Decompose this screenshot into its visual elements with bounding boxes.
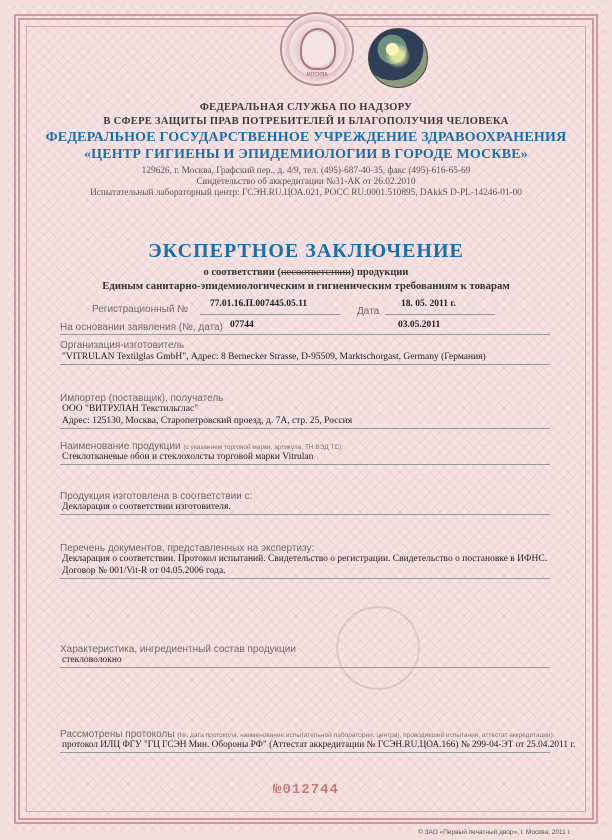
- product-value: Стеклотканевые обои и стеклохолсты торговой марки Vitrulan: [62, 452, 314, 462]
- conformity-value: Декларация о соответствии изготовителя.: [62, 502, 231, 512]
- date-label: Дата: [357, 306, 380, 317]
- accreditation-line: Свидетельство об аккредитации №31-АК от 26.02.2010: [196, 177, 416, 187]
- printer-footer: © ЗАО «Первый печатный двор», г. Москва, 2011 г.: [418, 829, 571, 836]
- header-line2: В СФЕРЕ ЗАЩИТЫ ПРАВ ПОТРЕБИТЕЛЕЙ И БЛАГОПОЛУЧИЯ ЧЕЛОВЕКА: [103, 116, 509, 127]
- documents-label: Перечень документов, представленных на экспертизу:: [60, 543, 315, 554]
- basis-label: На основании заявления (№, дата): [60, 322, 223, 333]
- documents-value: Декларация о соответствии. Протокол испытаний. Свидетельство о регистрации. Свидетельство о постановке в ИФНС. Договор № 001/Vit-R от 04.05.2006 года.: [62, 554, 548, 576]
- composition-value: стекловолокно: [62, 655, 122, 665]
- document-subtitle: о соответствии (несоответствии) продукции: [203, 267, 409, 278]
- conformity-label: Продукция изготовлена в соответствии с:: [60, 491, 253, 502]
- manufacturer-label: Организация-изготовитель: [60, 340, 185, 351]
- org-name-line2: «ЦЕНТР ГИГИЕНЫ И ЭПИДЕМИОЛОГИИ В ГОРОДЕ МОСКВЕ»: [83, 147, 529, 162]
- serial-number: №012744: [273, 782, 339, 798]
- reg-number-label: Регистрационный №: [92, 304, 188, 315]
- protocols-label: Рассмотрены протоколы (№, дата протокола, наименование испытательной лаборатории, центра), проводившей испытания, аттестат аккредитации):: [60, 729, 555, 740]
- composition-label: Характеристика, ингредиентный состав продукции: [60, 644, 296, 655]
- header-line1: ФЕДЕРАЛЬНАЯ СЛУЖБА ПО НАДЗОРУ: [199, 102, 413, 113]
- org-address: 129626, г. Москва, Графский пер., д. 4/9, тел. (495)-687-40-35, факс (495)-616-65-69: [141, 166, 471, 176]
- hologram-icon: [368, 28, 428, 88]
- protocols-value: протокол ИЛЦ ФГУ "ГЦ ГСЭН Мин. Обороны РФ" (Аттестат аккредитации № ГСЭН.RU.ЦОА.166) № 299-04-ЭТ от 25.04.2011 г.: [62, 740, 576, 750]
- product-label: Наименование продукции (с указанием торговой марки, артикула, ТН ВЭД ТС):: [60, 441, 344, 452]
- document-title: ЭКСПЕРТНОЕ ЗАКЛЮЧЕНИЕ: [148, 240, 464, 262]
- basis-number: 07744: [230, 320, 254, 330]
- manufacturer-value: "VITRULAN Textilglas GmbH", Адрес: 8 Bernecker Strasse, D-95509, Marktschorgast, Germany (Германия): [62, 352, 486, 362]
- importer-name: ООО "ВИТРУЛАН Текстильглас": [62, 404, 199, 414]
- reg-number-value: 77.01.16.П.007445.05.11: [210, 299, 308, 309]
- emblem-seal-icon: [280, 12, 354, 86]
- importer-address: Адрес: 125130, Москва, Старопетровский проезд, д. 7А, стр. 25, Россия: [62, 416, 353, 426]
- org-name-line1: ФЕДЕРАЛЬНОЕ ГОСУДАРСТВЕННОЕ УЧРЕЖДЕНИЕ ЗДРАВООХРАНЕНИЯ: [45, 130, 567, 145]
- faint-stamp-mark: [336, 606, 420, 690]
- importer-label: Импортер (поставщик), получатель: [60, 393, 224, 404]
- lab-center-line: Испытательный лабораторный центр: ГСЭН.RU.ЦОА.021, РОСС RU.0001.510895, DAkkS D-PL-14246-01-00: [90, 188, 522, 198]
- date-value: 18. 05. 2011 г.: [401, 299, 456, 309]
- document-subtitle-2: Единым санитарно-эпидемиологическим и гигиеническим требованиям к товарам: [102, 280, 510, 292]
- basis-date: 03.05.2011: [398, 320, 441, 330]
- emblem-caption: МОСКВА: [306, 72, 328, 78]
